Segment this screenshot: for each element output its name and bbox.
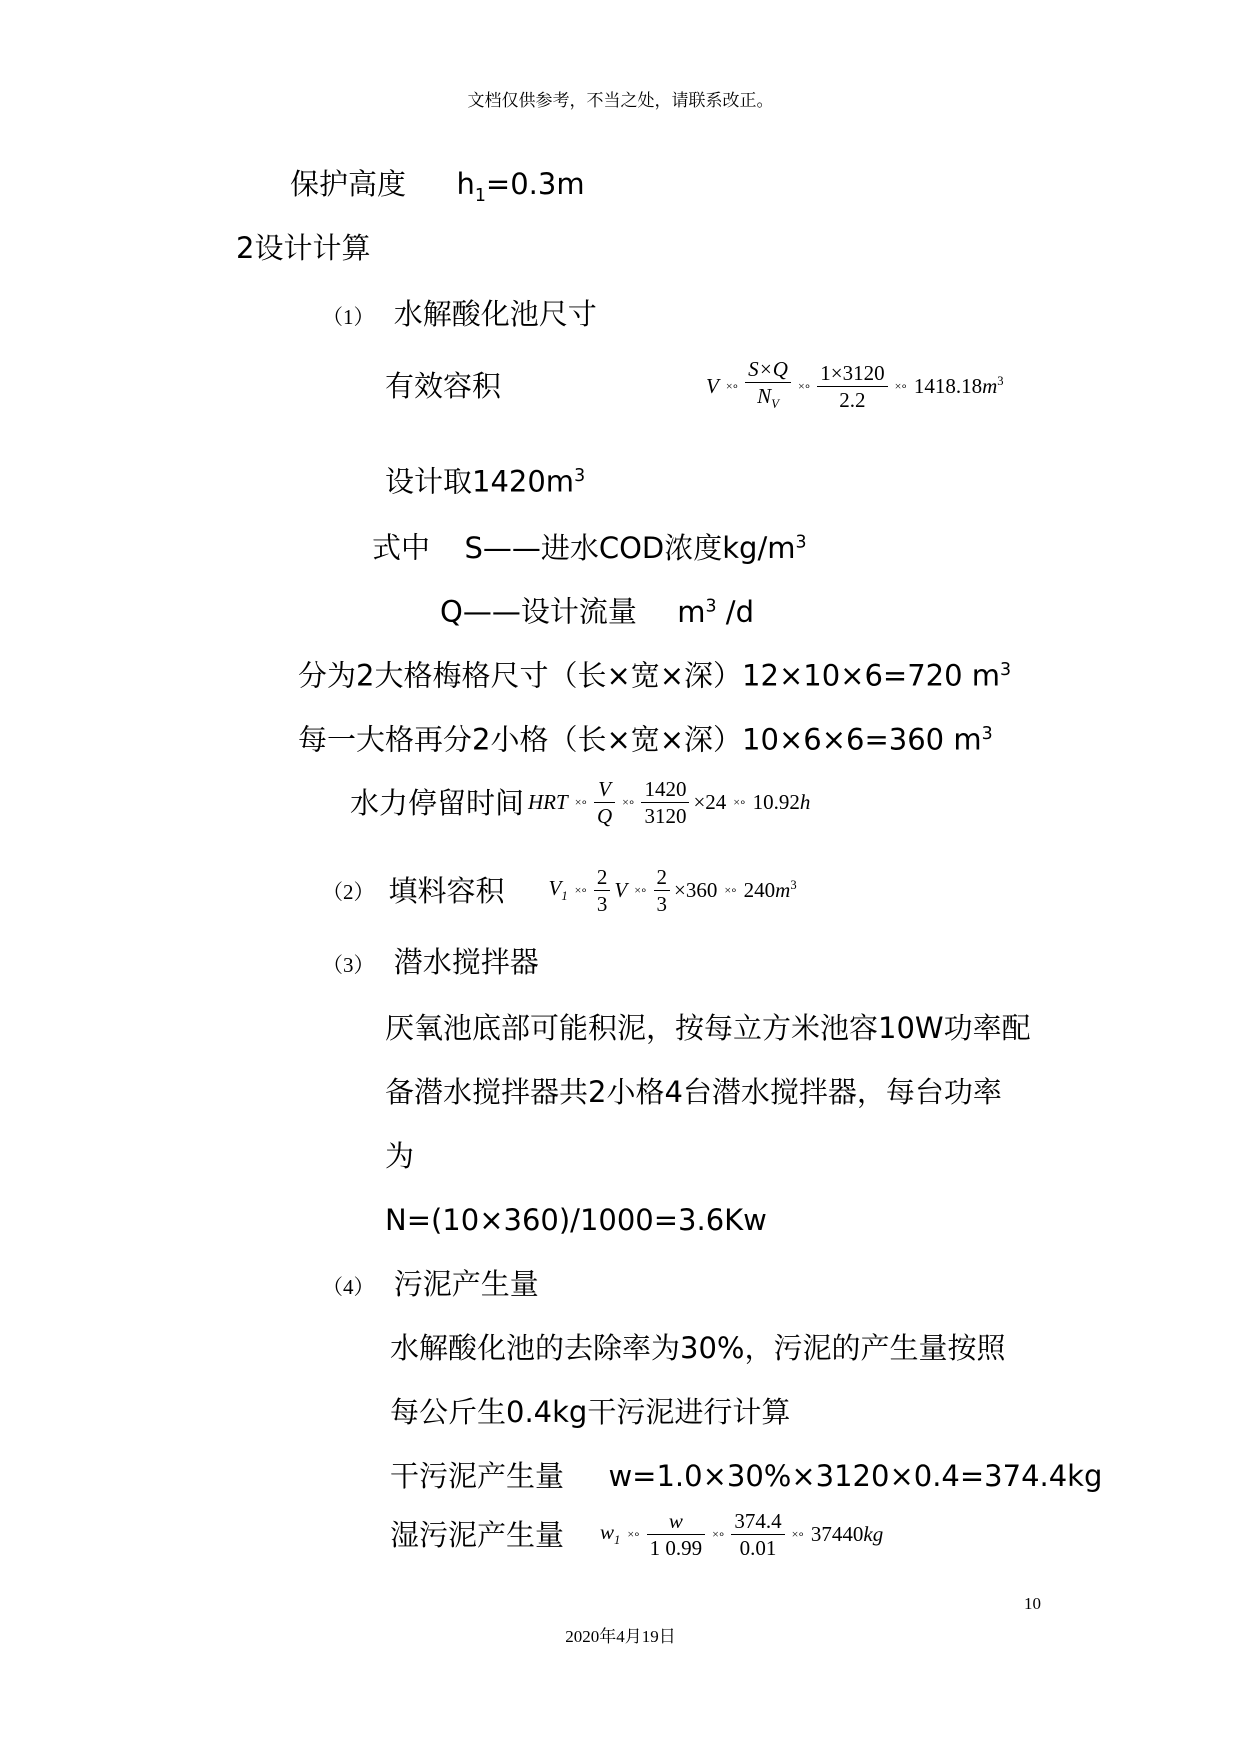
volume-result: $1418.18m^3$: [913, 374, 1004, 399]
item-4-number: （4）: [322, 1275, 375, 1299]
item-2-line: [322, 864, 797, 917]
item-2-number: （2）: [322, 879, 375, 904]
where-label: 式中: [372, 530, 431, 565]
dry-sludge-line: [390, 1458, 1102, 1494]
mixer-paragraph-line-3: 为: [385, 1139, 415, 1173]
filler-fraction-2: $\frac{2}{3}$: [654, 864, 671, 917]
filler-lhs: $V_1$: [548, 876, 568, 904]
section-title: 2设计计算: [236, 231, 371, 265]
page-number: 10: [1024, 1594, 1041, 1613]
q-definition-line: [440, 588, 754, 630]
item-3-number: （3）: [322, 953, 375, 977]
q-unit: $m^3$ /d: [677, 594, 754, 629]
wet-fraction-2: $\frac{374.4}{0.01}$: [731, 1508, 784, 1561]
divide-line-1: 分为2大格梅格尺寸（长×宽×深）12×10×6=720 $m^3$: [298, 658, 1012, 693]
volume-fraction-2: $\frac{1\times 3120}{2.2}$: [817, 360, 887, 413]
protect-height-value: $h_1=0.3m$: [456, 167, 585, 206]
item-1-number: （1）: [322, 305, 375, 329]
volume-fraction-1: $\frac{S\times Q}{N_V}$: [745, 356, 791, 417]
wet-fraction-1: $\frac{w}{1 0.99}$: [647, 1508, 706, 1561]
wet-op-1: ×∘: [627, 1527, 640, 1541]
volume-op-2: ×∘: [797, 379, 811, 394]
item-3-heading: [322, 944, 539, 983]
dry-sludge-label: 干污泥产生量: [390, 1459, 565, 1493]
filler-op-1: ×∘: [574, 883, 587, 897]
wet-op-2: ×∘: [712, 1527, 725, 1541]
protect-height-line: [290, 166, 585, 214]
item-2-title: 填料容积: [388, 873, 505, 908]
filler-multiplier: ×360: [674, 878, 718, 902]
sludge-paragraph-line-2: 每公斤生0.4kg干污泥进行计算: [390, 1395, 791, 1429]
where-s-line: [372, 524, 807, 566]
page-header: 文档仅供参考，不当之处，请联系改正。: [467, 91, 774, 110]
design-take-line: 设计取$1420m^3$: [385, 464, 586, 499]
filler-mid: V: [614, 878, 628, 902]
hrt-label: 水力停留时间: [350, 785, 525, 820]
s-definition: S——进水COD浓度$kg/m^3$: [464, 530, 807, 565]
hrt-fraction-1: $\frac{V}{Q}$: [594, 776, 615, 829]
hrt-op-3: ×∘: [733, 795, 746, 809]
mixer-power: N=(10×360)/1000=3.6Kw: [385, 1203, 767, 1237]
footer-date: 2020年4月19日: [565, 1627, 676, 1646]
q-definition: Q——设计流量: [440, 594, 637, 629]
wet-sludge-line: [390, 1508, 883, 1561]
dry-sludge-value: w=1.0×30%×3120×0.4=374.4kg: [608, 1459, 1103, 1493]
hrt-op-1: ×∘: [574, 795, 587, 809]
hrt-result: 10.92h: [752, 790, 811, 814]
filler-fraction-1: $\frac{2}{3}$: [594, 864, 611, 917]
item-4-title: 污泥产生量: [393, 1267, 539, 1301]
item-1-title: 水解酸化池尺寸: [393, 297, 597, 331]
item-4-heading: [322, 1266, 539, 1305]
hrt-op-2: ×∘: [622, 795, 635, 809]
volume-op-1: ×∘: [725, 379, 739, 394]
mixer-paragraph-line-1: 厌氧池底部可能积泥，按每立方米池容10W功率配: [385, 1011, 1031, 1045]
wet-op-3: ×∘: [791, 1527, 804, 1541]
wet-lhs: $w_1$: [600, 1520, 621, 1548]
wet-sludge-label: 湿污泥产生量: [390, 1517, 565, 1552]
hrt-multiplier: ×24: [693, 790, 727, 814]
wet-result: 37440kg: [810, 1522, 884, 1546]
hrt-fraction-2: $\frac{1420}{3120}$: [641, 776, 689, 829]
mixer-paragraph-line-2: 备潜水搅拌器共2小格4台潜水搅拌器，每台功率: [385, 1075, 1002, 1109]
filler-op-3: ×∘: [724, 883, 737, 897]
filler-result: $240m^3$: [743, 878, 797, 902]
divide-line-2: 每一大格再分2小格（长×宽×深）10×6×6=360 $m^3$: [298, 722, 993, 757]
hrt-lhs: HRT: [528, 790, 568, 814]
volume-formula-lhs: V: [706, 374, 719, 399]
hrt-line: [350, 776, 810, 829]
filler-op-2: ×∘: [634, 883, 647, 897]
protect-height-label: 保护高度: [290, 167, 407, 201]
volume-op-3: ×∘: [894, 379, 907, 394]
item-1-heading: [322, 296, 597, 335]
volume-label: 有效容积: [385, 369, 502, 403]
volume-formula: [706, 356, 1004, 417]
sludge-paragraph-line-1: 水解酸化池的去除率为30%，污泥的产生量按照: [390, 1331, 1006, 1365]
item-3-title: 潜水搅拌器: [393, 945, 539, 979]
